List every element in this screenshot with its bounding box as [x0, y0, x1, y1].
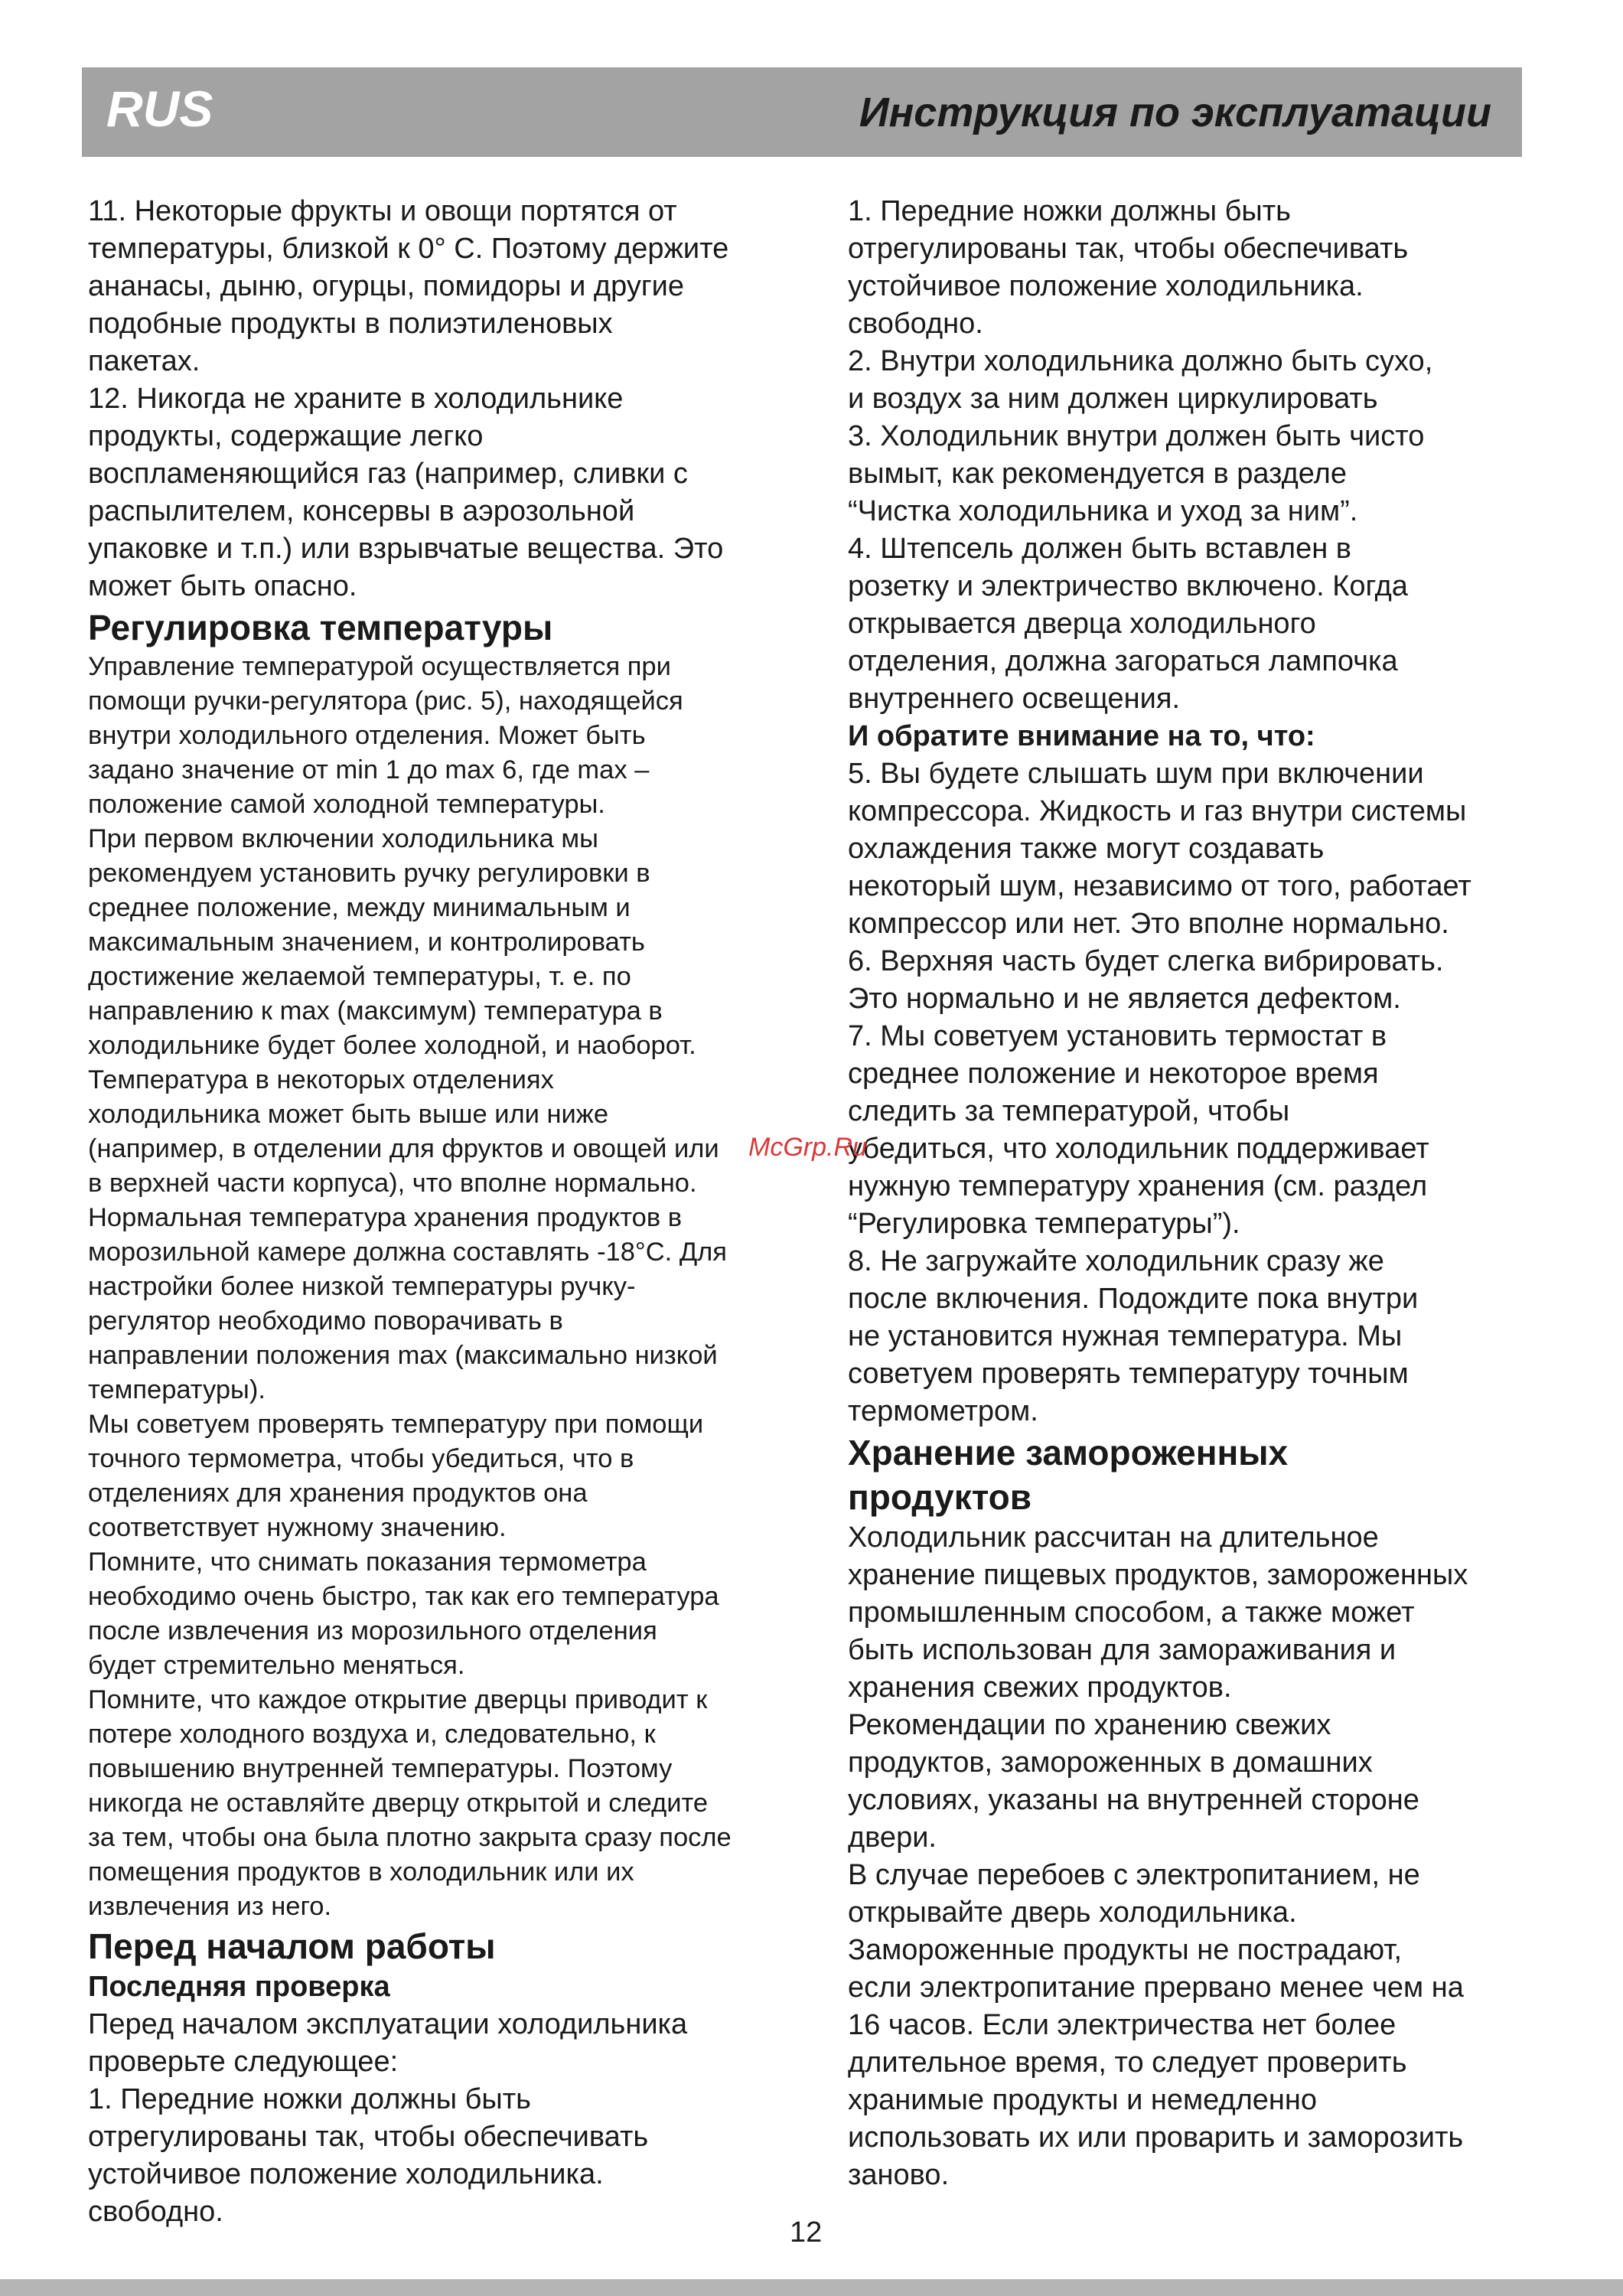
temp-paragraph-4: Нормальная температура хранения продуктов в морозильной камере должна составлять -18°С. Для настройки более низкой температуры ручку- регулятор необходимо поворачивать в направлении положения max (максимально низкой температуры).: [88, 1203, 727, 1404]
header-title: Инструкция по эксплуатации: [859, 90, 1491, 135]
left-column: [88, 193, 823, 2231]
check-item-6: 6. Верхняя часть будет слегка вибрировать. Это нормально и не является дефектом.: [848, 945, 1444, 1015]
temp-paragraph-2: При первом включении холодильника мы рекомендуем установить ручку регулировки в среднее положение, между минимальным и максимальным значением, и контролировать достижение желаемой температуры, т. е. по направлению к max (максимум) температура в холодильнике будет более холодной, и наоборот.: [88, 824, 696, 1060]
frozen-paragraph-1: Холодильник рассчитан на длительное хранение пищевых продуктов, замороженных промышленным способом, а также может быть использован для замораживания и хранения свежих продуктов.: [848, 1521, 1468, 1704]
before-paragraph-1: Перед началом эксплуатации холодильника проверьте следующее:: [88, 2008, 688, 2078]
check-item-3: 3. Холодильник внутри должен быть чисто вымыт, как рекомендуется в разделе “Чистка холодильника и уход за ним”.: [848, 420, 1425, 527]
item-11: 11. Некоторые фрукты и овощи портятся от температуры, близкой к 0° С. Поэтому держите ананасы, дыню, огурцы, помидоры и другие подобные продукты в полиэтиленовых пакетах.: [88, 195, 729, 377]
page-number: 12: [790, 2216, 823, 2249]
frozen-paragraph-3: В случае перебоев с электропитанием, не открывайте дверь холодильника.: [848, 1859, 1420, 1929]
check-item-4: 4. Штепсель должен быть вставлен в розетку и электричество включено. Когда открывается дверца холодильного отделения, должна загораться лампочка внутреннего освещения.: [848, 533, 1408, 715]
temp-paragraph-6: Помните, что снимать показания термометра необходимо очень быстро, так как его температура после извлечения из морозильного отделения будет стремительно меняться.: [88, 1548, 719, 1680]
heading-final-check: Последняя проверка: [88, 1971, 390, 2003]
check-item-7: 7. Мы советуем установить термостат в среднее положение и некоторое время следить за температурой, чтобы убедиться, что холодильник поддерживает нужную температуру хранения (см. раздел “Регулировка температуры”).: [848, 1020, 1429, 1240]
temp-paragraph-5: Мы советуем проверять температуру при помощи точного термометра, чтобы убедиться, что в отделениях для хранения продуктов она соответствует нужному значению.: [88, 1410, 704, 1542]
watermark: McGrp.Ru: [748, 1133, 867, 1162]
temp-paragraph-3: Температура в некоторых отделениях холодильника может быть выше или ниже (например, в отделении для фруктов и овощей или в верхней части корпуса), что вполне нормально.: [88, 1065, 719, 1198]
temp-paragraph-7: Помните, что каждое открытие дверцы приводит к потере холодного воздуха и, следовательно, к повышению внутренней температуры. Поэтому никогда не оставляйте дверцу открытой и следите за тем, чтобы она была плотно закрыта сразу после помещения продуктов в холодильник или их извлечения из него.: [88, 1685, 732, 1921]
heading-note: И обратите внимание на то, что:: [848, 720, 1315, 752]
item-12: 12. Никогда не храните в холодильнике продукты, содержащие легко воспламеняющийся газ (например, сливки с распылителем, консервы в аэрозольной упаковке и т.п.) или взрывчатые вещества. Это может быть опасно.: [88, 383, 724, 602]
check-item-5: 5. Вы будете слышать шум при включении компрессора. Жидкость и газ внутри системы охлаждения также могут создавать некоторый шум, независимо от того, работает компрессор или нет. Это вполне нормально.: [848, 758, 1471, 940]
heading-frozen-storage: Хранение замороженных продуктов: [848, 1433, 1289, 1517]
frozen-paragraph-2: Рекомендации по хранению свежих продуктов, замороженных в домашних условиях, указаны на внутренней стороне двери.: [848, 1709, 1419, 1854]
language-label: RUS: [106, 80, 213, 137]
check-item-2: 2. Внутри холодильника должно быть сухо, и воздух за ним должен циркулировать: [848, 345, 1433, 415]
check-item-8: 8. Не загружайте холодильник сразу же после включения. Подождите пока внутри не установится нужная температура. Мы советуем проверять температуру точным термометром.: [848, 1245, 1419, 1427]
bottom-bar: [0, 2279, 1623, 2296]
heading-temperature: Регулировка температуры: [88, 608, 553, 647]
check-item-1: 1. Передние ножки должны быть отрегулированы так, чтобы обеспечивать устойчивое положение холодильника. свободно.: [848, 195, 1409, 340]
page-header: [82, 67, 1522, 157]
before-paragraph-2: 1. Передние ножки должны быть отрегулированы так, чтобы обеспечивать устойчивое положение холодильника. свободно.: [88, 2083, 649, 2228]
frozen-paragraph-4: Замороженные продукты не пострадают, если электропитание прервано менее чем на 16 часов. Если электричества нет более длительное время, то следует проверить хранимые продукты и немедленно использовать их или проварить и заморозить заново.: [848, 1934, 1464, 2191]
heading-before-start: Перед началом работы: [88, 1926, 496, 1966]
temp-paragraph-1: Управление температурой осуществляется при помощи ручки-регулятора (рис. 5), находящейся внутри холодильного отделения. Может быть задано значение от min 1 до max 6, где max – положение самой холодной температуры.: [88, 652, 683, 819]
right-column: [848, 193, 1529, 2194]
